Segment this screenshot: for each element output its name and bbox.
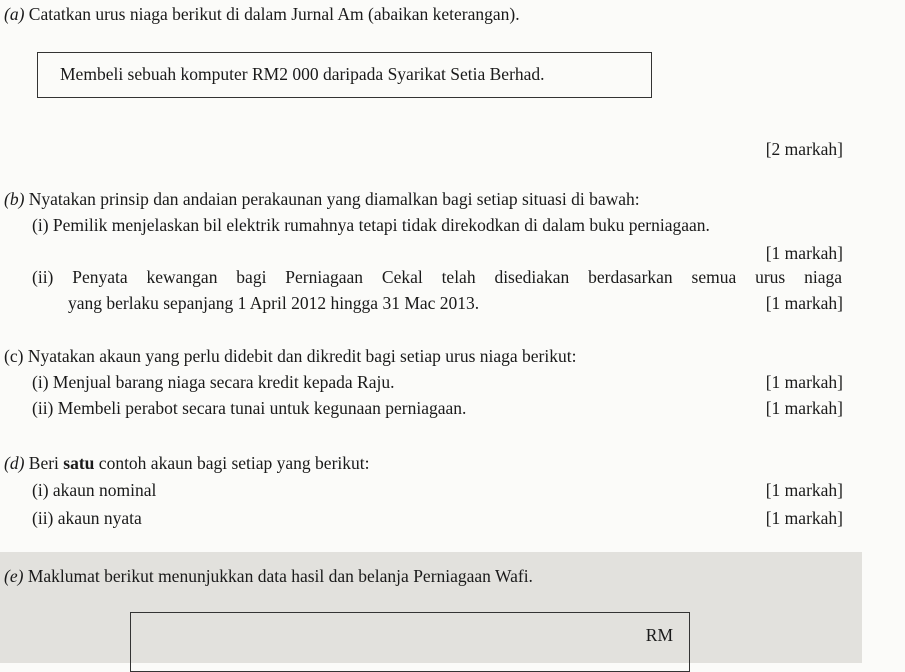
question-b-i: (i) Pemilik menjelaskan bil elektrik rumahnya tetapi tidak direkodkan di dalam buku perniagaan. [32,215,710,235]
label-b: (b) [4,189,25,209]
question-d-ii: (ii) akaun nyata [32,508,142,528]
marks-d-i: [1 markah] [765,480,843,500]
question-c-ii: (ii) Membeli perabot secara tunai untuk kegunaan perniagaan. [32,398,467,418]
transaction-text: Membeli sebuah komputer RM2 000 daripada Syarikat Setia Berhad. [60,64,545,84]
label-e: (e) [4,566,24,586]
marks-c-i: [1 markah] [765,372,843,392]
question-d [4,453,369,474]
label-a: (a) [4,4,25,24]
marks-a: [2 markah] [765,139,843,159]
label-c: (c) [4,346,24,366]
label-d: (d) [4,453,25,473]
marks-b-ii: [1 markah] [765,293,843,313]
question-d-i: (i) akaun nominal [32,480,157,500]
transaction-box [37,52,652,98]
question-c [4,346,576,367]
question-a-text: Catatkan urus niaga berikut di dalam Jurnal Am (abaikan keterangan). [28,4,520,24]
marks-d-ii: [1 markah] [765,508,843,528]
question-d-text-post: contoh akaun bagi setiap yang berikut: [94,453,370,473]
data-table [130,612,690,672]
question-c-text: Nyatakan akaun yang perlu didebit dan dikredit bagi setiap urus niaga berikut: [27,346,577,366]
marks-c-ii: [1 markah] [765,398,843,418]
question-b-text: Nyatakan prinsip dan andaian perakaunan yang diamalkan bagi setiap situasi di bawah: [28,189,640,209]
question-d-text-pre: Beri [28,453,64,473]
marks-b-i: [1 markah] [765,243,843,263]
question-b-ii-line1: (ii) Penyata kewangan bagi Perniagaan Cekal telah disediakan berdasarkan semua urus niaga [32,267,842,287]
question-c-i: (i) Menjual barang niaga secara kredit kepada Raju. [32,372,395,392]
question-b [4,189,640,210]
question-b-ii-line2: yang berlaku sepanjang 1 April 2012 hingga 31 Mac 2013. [68,293,480,313]
question-a [4,4,520,25]
question-e [4,566,533,587]
question-d-bold: satu [63,453,95,473]
question-e-text: Maklumat berikut menunjukkan data hasil dan belanja Perniagaan Wafi. [27,566,533,586]
column-header-rm: RM [645,625,673,645]
